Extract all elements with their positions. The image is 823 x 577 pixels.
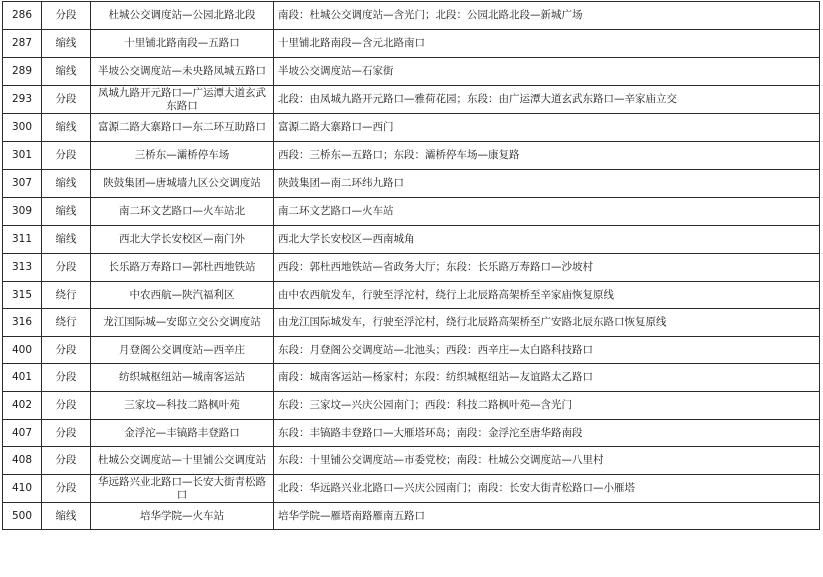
adjustment-type: 缩线: [42, 226, 91, 254]
adjustment-type: 缩线: [42, 58, 91, 86]
adjustment-type: 缩线: [42, 30, 91, 58]
route-endpoints: 三家坟—科技二路枫叶苑: [91, 392, 274, 420]
route-number: 300: [3, 114, 42, 142]
table-row: [3, 392, 820, 420]
adjustment-type: 分段: [42, 392, 91, 420]
route-endpoints: 富源二路大寨路口—东二环互助路口: [91, 114, 274, 142]
table-row: [3, 447, 820, 475]
route-number: 311: [3, 226, 42, 254]
table-row: [3, 2, 820, 30]
route-number: 315: [3, 282, 42, 309]
route-number: 402: [3, 392, 42, 420]
adjustment-type: 绕行: [42, 282, 91, 309]
adjustment-detail: 半坡公交调度站—石家街: [274, 58, 820, 86]
adjustment-detail: 培华学院—雁塔南路雁南五路口: [274, 503, 820, 530]
table-row: [3, 58, 820, 86]
table-row: [3, 309, 820, 337]
table-row: [3, 226, 820, 254]
table-row: [3, 114, 820, 142]
adjustment-detail: 由中农西航发车，行驶至浮沱村，绕行上北辰路高架桥至辛家庙恢复原线: [274, 282, 820, 309]
route-endpoints: 凤城九路开元路口—广运潭大道玄武东路口: [91, 86, 274, 114]
route-number: 316: [3, 309, 42, 337]
adjustment-type: 分段: [42, 254, 91, 282]
adjustment-detail: 东段：丰镐路丰登路口—大雁塔环岛；南段：金浮沱至唐华路南段: [274, 420, 820, 447]
route-number: 313: [3, 254, 42, 282]
route-endpoints: 中农西航—陕汽福利区: [91, 282, 274, 309]
adjustment-detail: 陕鼓集团—南二环纬九路口: [274, 170, 820, 198]
table-row: [3, 30, 820, 58]
adjustment-detail: 北段：由凤城九路开元路口—雅荷花园；东段：由广运潭大道玄武东路口—辛家庙立交: [274, 86, 820, 114]
adjustment-detail: 东段：月登阁公交调度站—北池头；西段：西辛庄—太白路科技路口: [274, 337, 820, 364]
route-number: 286: [3, 2, 42, 30]
route-endpoints: 杜城公交调度站—公园北路北段: [91, 2, 274, 30]
adjustment-type: 分段: [42, 447, 91, 475]
route-number: 500: [3, 503, 42, 530]
route-number: 410: [3, 475, 42, 503]
table-row: [3, 503, 820, 530]
table-row: [3, 142, 820, 170]
route-table: [2, 1, 820, 530]
route-number: 287: [3, 30, 42, 58]
table-row: [3, 282, 820, 309]
route-number: 400: [3, 337, 42, 364]
adjustment-detail: 南二环文艺路口—火车站: [274, 198, 820, 226]
route-endpoints: 陕鼓集团—唐城墙九区公交调度站: [91, 170, 274, 198]
adjustment-type: 绕行: [42, 309, 91, 337]
route-endpoints: 杜城公交调度站—十里铺公交调度站: [91, 447, 274, 475]
route-number: 309: [3, 198, 42, 226]
table-row: [3, 254, 820, 282]
route-endpoints: 华远路兴业北路口—长安大街青松路口: [91, 475, 274, 503]
route-endpoints: 龙江国际城—安邸立交公交调度站: [91, 309, 274, 337]
table-row: [3, 337, 820, 364]
adjustment-detail: 由龙江国际城发车，行驶至浮沱村，绕行北辰路高架桥至广安路北辰东路口恢复原线: [274, 309, 820, 337]
route-endpoints: 半坡公交调度站—未央路凤城五路口: [91, 58, 274, 86]
table-row: [3, 198, 820, 226]
table-row: [3, 364, 820, 392]
adjustment-detail: 十里铺北路南段—含元北路南口: [274, 30, 820, 58]
route-endpoints: 西北大学长安校区—南门外: [91, 226, 274, 254]
adjustment-type: 分段: [42, 420, 91, 447]
adjustment-detail: 西北大学长安校区—西南城角: [274, 226, 820, 254]
route-endpoints: 长乐路万寿路口—郭杜西地铁站: [91, 254, 274, 282]
route-endpoints: 三桥东—灞桥停车场: [91, 142, 274, 170]
adjustment-detail: 东段：三家坟—兴庆公园南门；西段：科技二路枫叶苑—含光门: [274, 392, 820, 420]
adjustment-type: 缩线: [42, 198, 91, 226]
adjustment-detail: 南段：城南客运站—杨家村；东段：纺织城枢纽站—友谊路太乙路口: [274, 364, 820, 392]
route-endpoints: 金浮沱—丰镐路丰登路口: [91, 420, 274, 447]
table-row: [3, 420, 820, 447]
adjustment-type: 分段: [42, 475, 91, 503]
adjustment-detail: 东段：十里铺公交调度站—市委党校；南段：杜城公交调度站—八里村: [274, 447, 820, 475]
adjustment-type: 缩线: [42, 503, 91, 530]
table-row: [3, 170, 820, 198]
route-number: 407: [3, 420, 42, 447]
adjustment-type: 分段: [42, 86, 91, 114]
adjustment-type: 分段: [42, 364, 91, 392]
route-number: 401: [3, 364, 42, 392]
adjustment-type: 分段: [42, 142, 91, 170]
adjustment-detail: 西段：郭杜西地铁站—省政务大厅；东段：长乐路万寿路口—沙坡村: [274, 254, 820, 282]
adjustment-detail: 富源二路大寨路口—西门: [274, 114, 820, 142]
route-number: 293: [3, 86, 42, 114]
route-number: 307: [3, 170, 42, 198]
table-row: [3, 475, 820, 503]
adjustment-type: 分段: [42, 2, 91, 30]
route-adjustment-table: [2, 1, 820, 530]
adjustment-type: 缩线: [42, 170, 91, 198]
route-number: 289: [3, 58, 42, 86]
adjustment-type: 缩线: [42, 114, 91, 142]
adjustment-detail: 南段：杜城公交调度站—含光门；北段：公园北路北段—新城广场: [274, 2, 820, 30]
route-endpoints: 培华学院—火车站: [91, 503, 274, 530]
adjustment-type: 分段: [42, 337, 91, 364]
adjustment-detail: 西段：三桥东—五路口；东段：灞桥停车场—康复路: [274, 142, 820, 170]
table-row: [3, 86, 820, 114]
adjustment-detail: 北段：华远路兴业北路口—兴庆公园南门；南段：长安大街青松路口—小雁塔: [274, 475, 820, 503]
route-endpoints: 十里铺北路南段—五路口: [91, 30, 274, 58]
route-endpoints: 南二环文艺路口—火车站北: [91, 198, 274, 226]
route-number: 408: [3, 447, 42, 475]
route-number: 301: [3, 142, 42, 170]
route-endpoints: 纺织城枢纽站—城南客运站: [91, 364, 274, 392]
route-endpoints: 月登阁公交调度站—西辛庄: [91, 337, 274, 364]
